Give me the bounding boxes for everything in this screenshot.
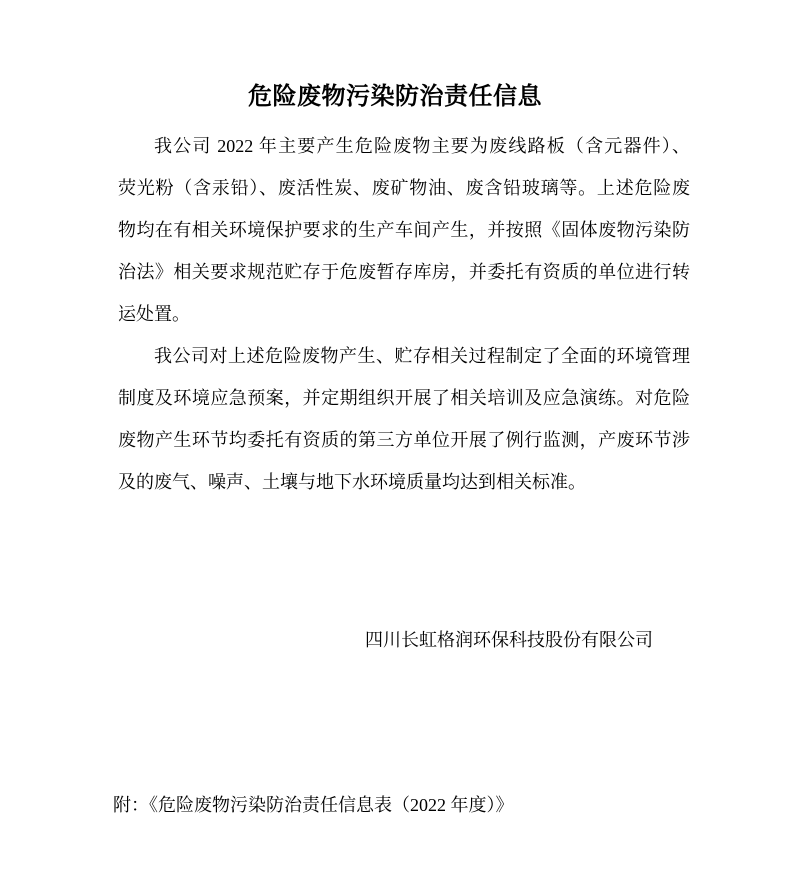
document-title: 危险废物污染防治责任信息 [248, 84, 542, 110]
company-signature: 四川长虹格润环保科技股份有限公司 [365, 630, 653, 650]
attachment-reference: 附：《危险废物污染防治责任信息表（2022 年度）》 [113, 795, 514, 815]
paragraph-2-line: 制度及环境应急预案，并定期组织开展了相关培训及应急演练。对危险 [118, 388, 690, 408]
paragraph-1-line: 荧光粉（含汞铅）、废活性炭、废矿物油、废含铅玻璃等。上述危险废 [118, 178, 690, 198]
paragraph-1-line: 我公司 2022 年主要产生危险废物主要为废线路板（含元器件）、 [154, 136, 690, 156]
paragraph-1-line: 运处置。 [118, 304, 190, 324]
paragraph-2-line: 我公司对上述危险废物产生、贮存相关过程制定了全面的环境管理 [154, 346, 690, 366]
paragraph-1-line: 物均在有相关环境保护要求的生产车间产生，并按照《固体废物污染防 [118, 220, 690, 240]
paragraph-2-line: 废物产生环节均委托有资质的第三方单位开展了例行监测，产废环节涉 [118, 430, 690, 450]
paragraph-1-line: 治法》相关要求规范贮存于危废暂存库房，并委托有资质的单位进行转 [118, 262, 690, 282]
paragraph-2-line: 及的废气、噪声、土壤与地下水环境质量均达到相关标准。 [118, 472, 586, 492]
document-body [118, 125, 690, 503]
